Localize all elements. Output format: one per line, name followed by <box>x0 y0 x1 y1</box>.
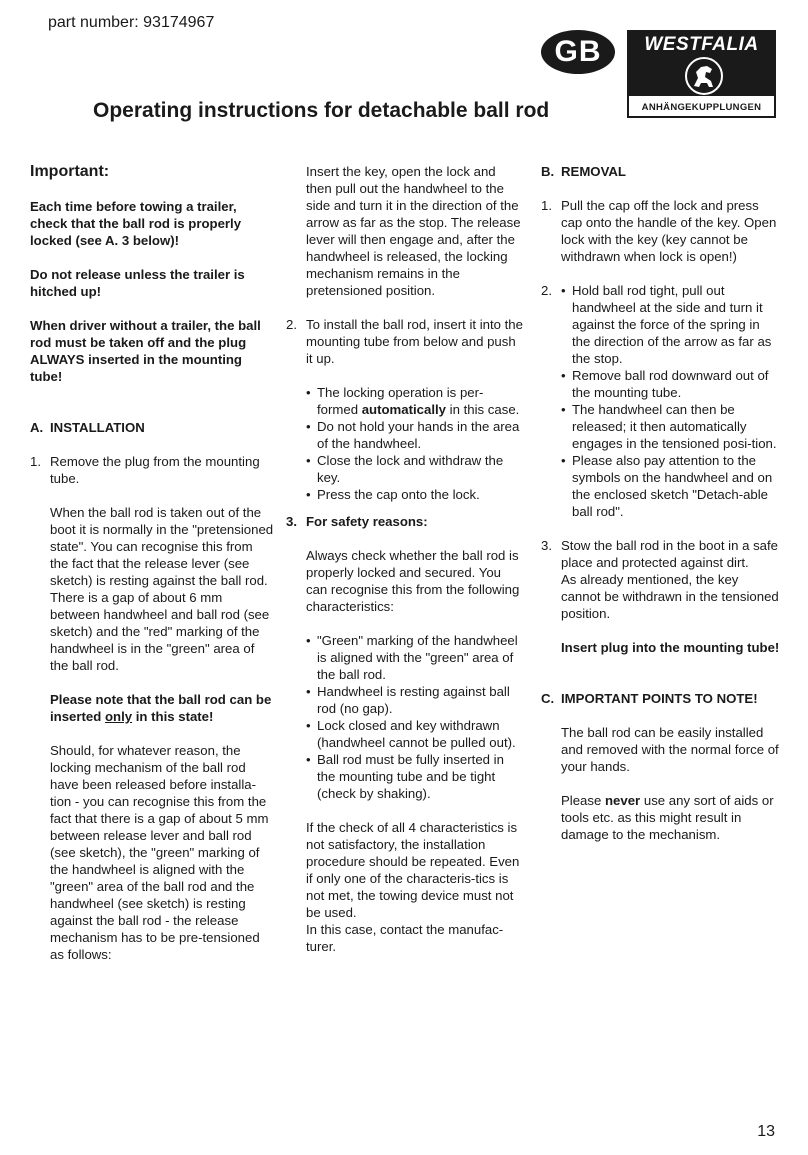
column-2 <box>286 163 524 955</box>
section-a-title: INSTALLATION <box>50 420 145 435</box>
item-text: To install the ball rod, insert it into the mounting tube from below and push it up. <box>306 317 523 366</box>
list-item <box>286 316 524 367</box>
page-title: Operating instructions for detachable ball rod <box>93 99 550 122</box>
bullet-item: • Lock closed and key withdrawn (handwheel cannot be pulled out). <box>306 718 516 750</box>
bullet-text: The handwheel can then be released; it then automatically engages in the tensioned posi-tion. <box>572 402 777 451</box>
item-text: Stow the ball rod in the boot in a safe place and protected against dirt. <box>561 538 779 570</box>
section-c-title: IMPORTANT POINTS TO NOTE! <box>561 691 758 706</box>
bullet-text: Please also pay attention to the symbols on the handwheel and on the enclosed sketch "Detach-able ball rod". <box>572 453 773 519</box>
section-c-heading <box>541 690 781 707</box>
item-number: 2. <box>286 317 297 332</box>
page-number: 13 <box>757 1123 775 1140</box>
paragraph: The ball rod can be easily installed and removed with the normal force of your hands. <box>561 725 779 774</box>
horse-emblem-icon <box>684 56 724 96</box>
country-badge: GB <box>541 30 615 74</box>
logo-subtitle: ANHÄNGEKUPPLUNGEN <box>641 102 762 113</box>
important-note-3: When driver without a trailer, the ball rod must be taken off and the plug ALWAYS inserted in the mounting tube! <box>30 318 261 384</box>
bullet-item: • Handwheel is resting against ball rod (no gap). <box>306 684 510 716</box>
bullet-text: Remove ball rod downward out of the mounting tube. <box>572 368 769 400</box>
part-number: part number: 93174967 <box>48 14 215 31</box>
important-note-1: Each time before towing a trailer, check that the ball rod is properly locked (see A. 3 below)! <box>30 199 242 248</box>
bullet-item: • The locking operation is per-formed automatically in this case. <box>306 385 520 417</box>
section-c-number: C. <box>541 691 555 706</box>
bullet-item: • Do not hold your hands in the area of the handwheel. <box>306 419 520 451</box>
list-item <box>30 453 274 487</box>
column-3 <box>541 163 781 843</box>
bold-note: Insert plug into the mounting tube! <box>561 640 780 655</box>
paragraph: Should, for whatever reason, the locking mechanism of the ball rod have been released before installa-tion - you can recognise this from the fact that there is a gap of about 5 mm between release lever and ball rod (see sketch), the "green" marking of the handwheel is aligned with the "green" area of the ball rod and the handwheel (see sketch) is resting against the ball rod - the release mechanism has to be pre-tensioned as follows: <box>50 743 269 962</box>
bullet-item: • "Green" marking of the handwheel is aligned with the "green" area of the ball rod. <box>306 633 518 682</box>
list-item: 2. • Hold ball rod tight, pull out handwheel at the side and turn it against the force of the spring in the direction of the arrow as far as the stop. • Remove ball rod downward out of the mounting tube. • The handwheel can then be released; it then automatically engages in the tensioned posi-tion. • Please also pay attention to the symbols on the handwheel and on the enclosed sketch "Detach-able ball rod". <box>541 282 781 520</box>
item-number: 1. <box>541 198 552 213</box>
item-number: 1. <box>30 454 41 469</box>
section-b-title: REMOVAL <box>561 164 626 179</box>
section-a-number: A. <box>30 420 44 435</box>
paragraph: In this case, contact the manufac-turer. <box>306 922 504 954</box>
important-heading: Important: <box>30 163 110 180</box>
bullet-item: • Ball rod must be fully inserted in the mounting tube and be tight (check by shaking). <box>306 752 504 801</box>
list-item <box>541 537 781 622</box>
item-number: 3. <box>541 538 552 553</box>
bullet-text: Hold ball rod tight, pull out handwheel at the side and turn it against the force of the spring in the direction of the arrow as far as the stop. <box>572 283 772 366</box>
note-paragraph: Please note that the ball rod can be inserted only in this state! <box>50 692 272 724</box>
paragraph: Please never use any sort of aids or tools etc. as this might result in damage to the mechanism. <box>561 793 774 842</box>
item-text: As already mentioned, the key cannot be withdrawn in the tensioned position. <box>561 572 779 621</box>
westfalia-logo <box>627 30 776 118</box>
list-item <box>541 197 781 265</box>
paragraph: Always check whether the ball rod is properly locked and secured. You can recognise this from the following characteristics: <box>306 548 520 614</box>
item-text: Pull the cap off the lock and press cap onto the handle of the key. Open lock with the key (key cannot be withdrawn when lock is open!) <box>561 198 777 264</box>
section-b-number: B. <box>541 164 555 179</box>
paragraph: If the check of all 4 characteristics is not satisfactory, the installation procedure should be repeated. Even if only one of the characteris-tics is not met, the towing device must not be used. <box>306 820 520 920</box>
logo-brand: WESTFALIA <box>644 34 759 55</box>
section-a-heading <box>30 419 274 436</box>
item-text: Remove the plug from the mounting tube. <box>50 454 260 486</box>
paragraph: When the ball rod is taken out of the boot it is normally in the "pretensioned state". You can recognise this from the fact that the release lever (see sketch) is resting against the ball rod. There is a gap of about 6 mm between handwheel and ball rod (see sketch) and the "red" marking of the handwheel is in the "green" area of the ball rod. <box>50 505 274 673</box>
bullet-item: • Press the cap onto the lock. <box>306 487 480 502</box>
section-a3-heading <box>286 513 524 530</box>
paragraph: Insert the key, open the lock and then pull out the handwheel to the side and turn it in the direction of the arrow as far as the stop. The release lever will then engage and, after the handwheel is released, the locking mechanism remains in the pretensioned position. <box>306 164 521 298</box>
bullet-item: • Close the lock and withdraw the key. <box>306 453 504 485</box>
column-1 <box>30 163 274 963</box>
section-b-heading <box>541 163 781 180</box>
item-number: 2. <box>541 283 552 298</box>
important-note-2: Do not release unless the trailer is hitched up! <box>30 267 245 299</box>
section-a3-title: For safety reasons: <box>306 514 428 529</box>
item-number: 3. <box>286 514 297 529</box>
